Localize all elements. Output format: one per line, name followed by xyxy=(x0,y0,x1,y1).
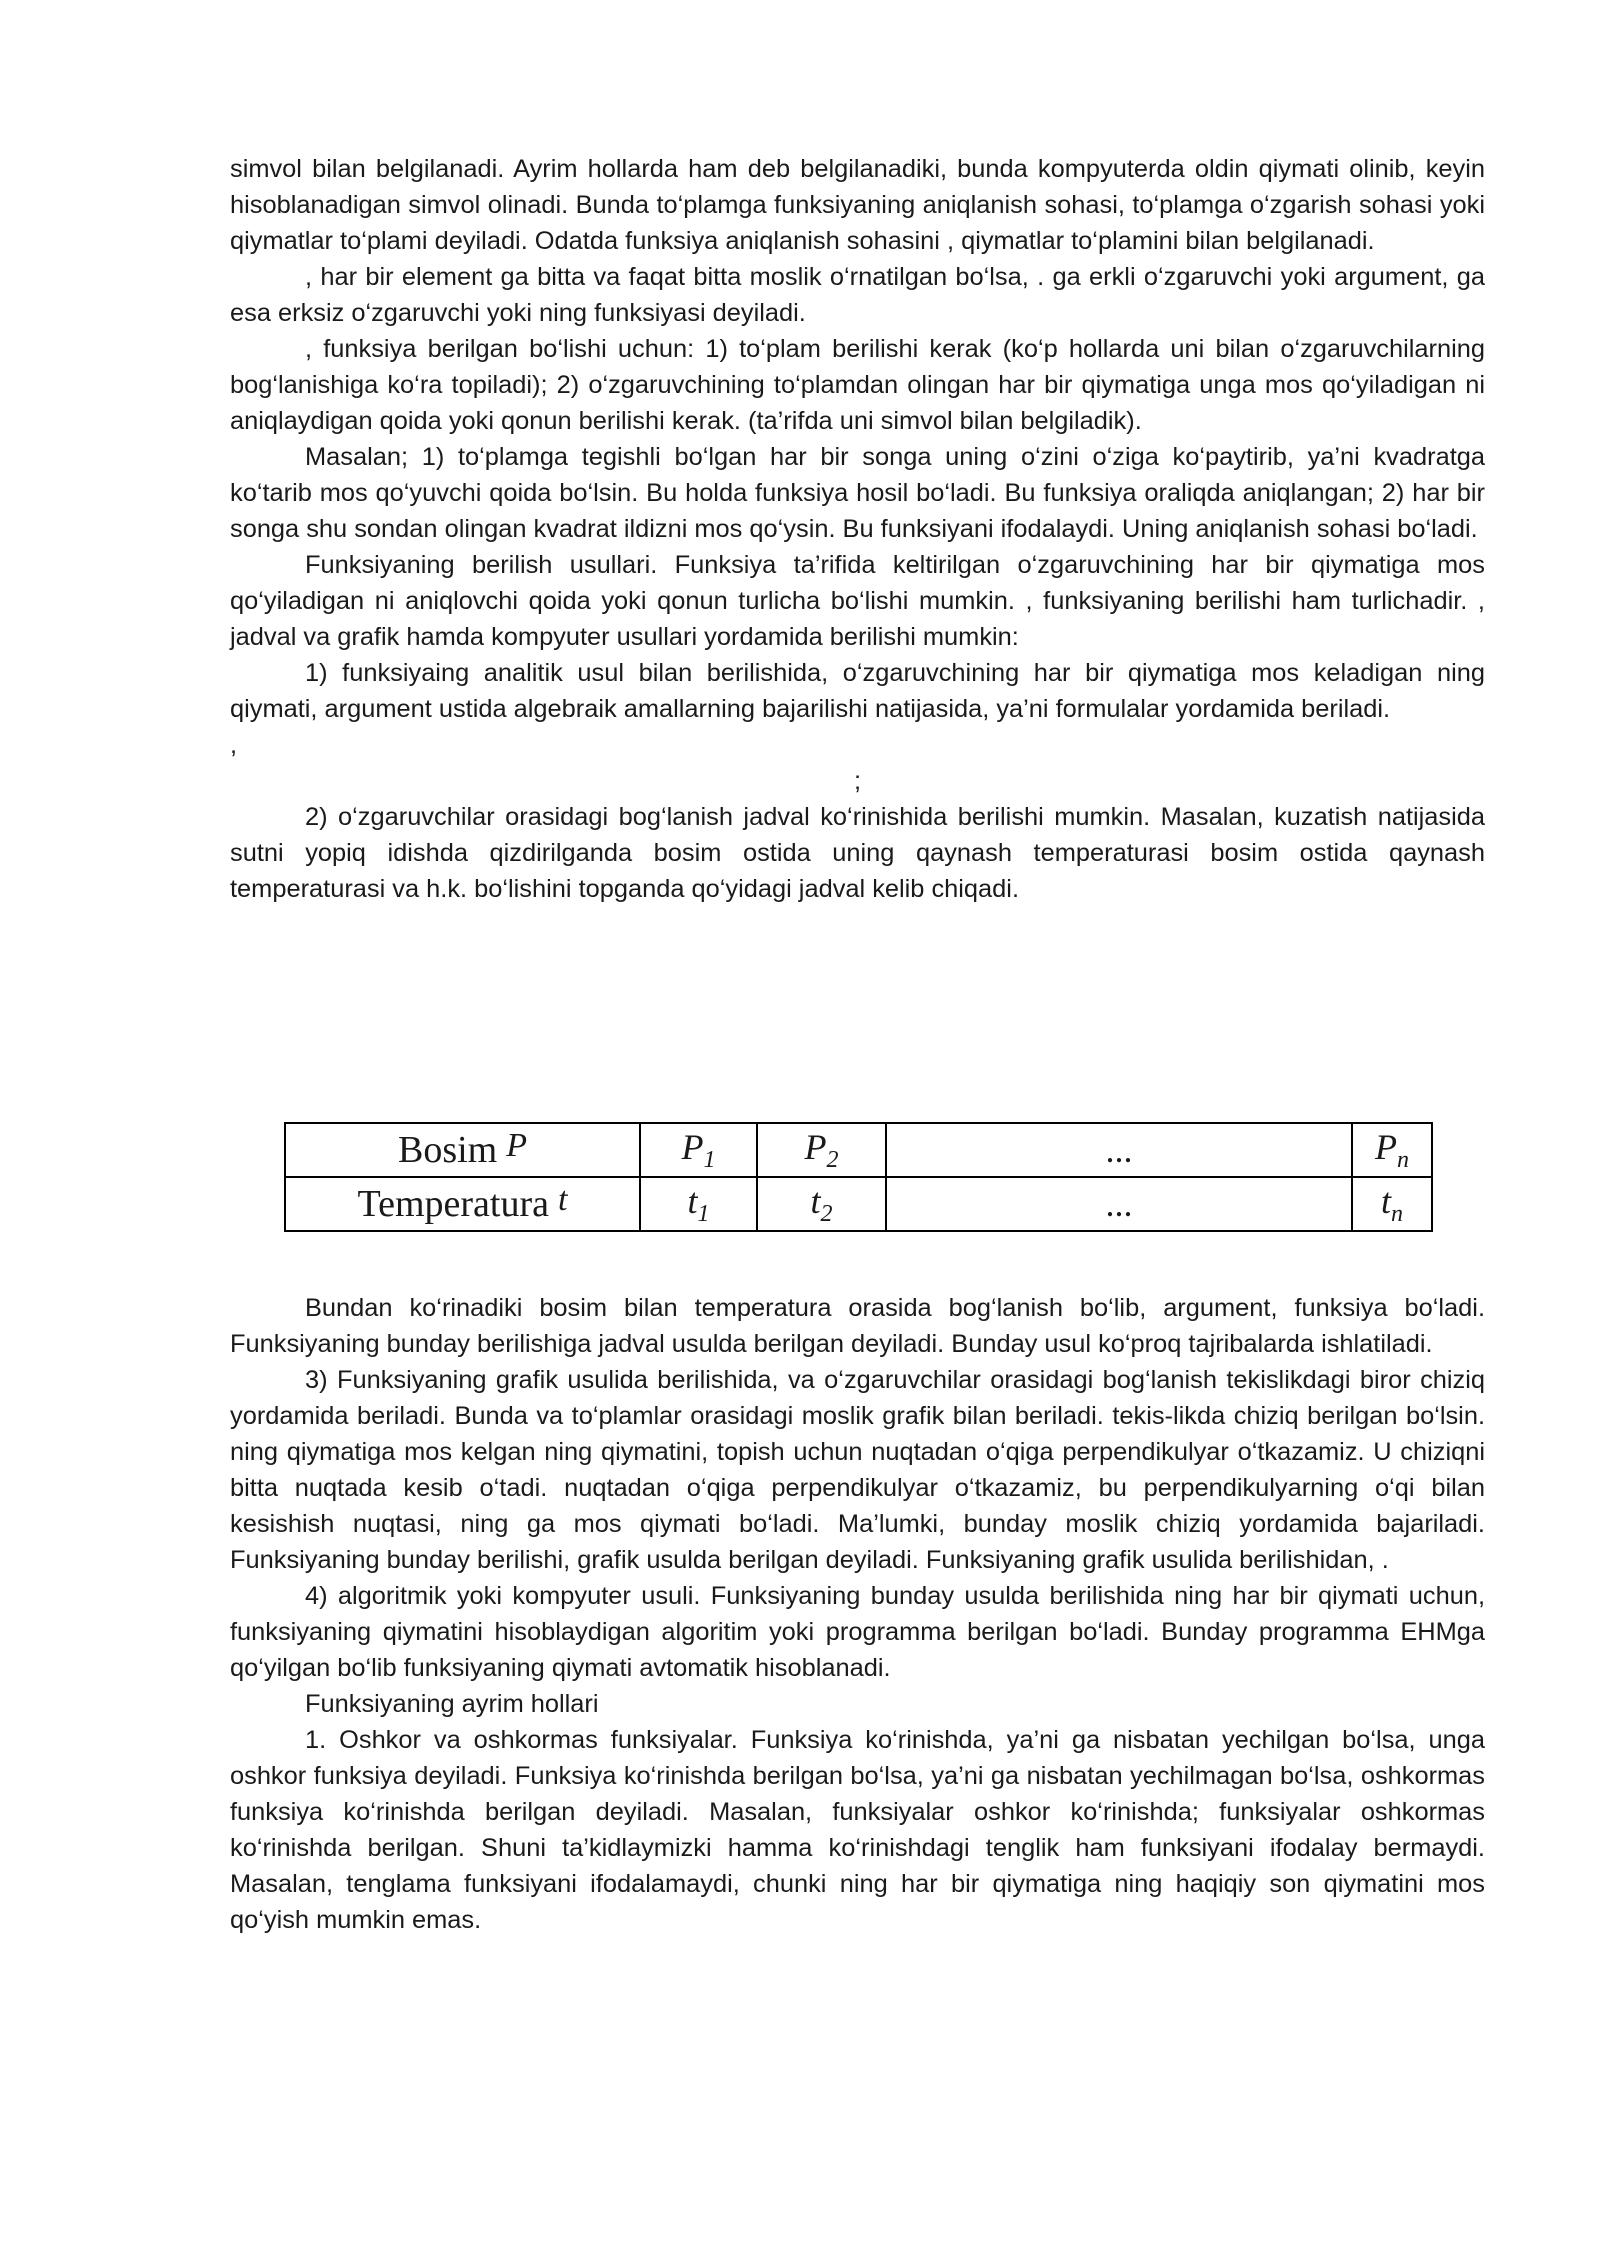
paragraph: , funksiya berilgan bo‘lishi uchun: 1) to‘plam berilishi kerak (ko‘p hollarda uni bilan o‘zgaruvchilarning bog‘lanishiga ko‘ra topiladi); 2) o‘zgaruvchining to‘plamdan olingan har bir qiymatiga unga mos qo‘yiladigan ni aniqlaydigan qoida yoki qonun berilishi kerak. (ta’rifda uni simvol bilan belgiladik). xyxy=(230,335,1485,435)
paragraph: 2) o‘zgaruvchilar orasidagi bog‘lanish jadval ko‘rinishida berilishi mumkin. Masalan, kuzatish natijasida sutni yopiq idishda qizdirilganda bosim ostida uning qaynash temperaturasi bosim ostida qaynash temperaturasi va h.k. bo‘lishini topganda qo‘yidagi jadval kelib chiqadi. xyxy=(230,803,1485,903)
section-heading: Funksiyaning ayrim hollari xyxy=(305,1690,599,1718)
table-row-temperature xyxy=(285,1177,1432,1231)
row-label-cell xyxy=(285,1123,640,1177)
row-variable: t xyxy=(558,1181,568,1218)
table-cell: $t_n$ xyxy=(1352,1177,1432,1231)
formula-comma-line: , xyxy=(230,731,238,759)
text-block-bottom xyxy=(230,1290,1485,1938)
paragraph: , har bir element ga bitta va faqat bitta moslik o‘rnatilgan bo‘lsa, . ga erkli o‘zgaruvchi yoki argument, ga esa erksiz o‘zgaruvchi yoki ning funksiyasi deyiladi. xyxy=(230,263,1485,327)
row-label: Bosim xyxy=(397,1129,498,1171)
row-label: Temperatura xyxy=(357,1183,549,1225)
paragraph: 1) funksiyaing analitik usul bilan berilishida, o‘zgaruvchining har bir qiymatiga mos keladigan ning qiymati, argument ustida algebraik amallarning bajarilishi natijasida, ya’ni formulalar yordamida beriladi. xyxy=(230,659,1485,723)
table-cell-ellipsis: ... xyxy=(886,1123,1352,1177)
row-variable: P xyxy=(506,1127,528,1164)
paragraph: Funksiyaning berilish usullari. Funksiya ta’rifida keltirilgan o‘zgaruvchining har bir qiymatiga mos qo‘yiladigan ni aniqlovchi qoida yoki qonun turlicha bo‘lishi mumkin. , funksiyaning berilishi ham turlichadir. , jadval va grafik hamda kompyuter usullari yordamida berilishi mumkin: xyxy=(230,551,1485,651)
table-row-pressure xyxy=(285,1123,1432,1177)
paragraph: 4) algoritmik yoki kompyuter usuli. Funksiyaning bunday usulda berilishida ning har bir qiymati uchun, funksiyaning qiymatini hisoblaydigan algoritim yoki programma berilgan bo‘ladi. Bunday programma EHMga qo‘yilgan bo‘lib funksiyaning qiymati avtomatik hisoblanadi. xyxy=(230,1582,1485,1682)
paragraph: 3) Funksiyaning grafik usulida berilishida, va o‘zgaruvchilar orasidagi bog‘lanish tekislikdagi biror chiziq yordamida beriladi. Bunda va to‘plamlar orasidagi moslik grafik bilan beriladi. tekis-likda chiziq berilgan bo‘lsin. ning qiymatiga mos kelgan ning qiymatini, topish uchun nuqtadan o‘qiga perpendikulyar o‘tkazamiz. U chiziqni bitta nuqtada kesib o‘tadi. nuqtadan o‘qiga perpendikulyar o‘tkazamiz, bu perpendikulyarning o‘qi bilan kesishish nuqtasi, ning ga mos qiymati bo‘ladi. Ma’lumki, bunday moslik chiziq yordamida bajariladi. Funksiyaning bunday berilishi, grafik usulda berilgan deyiladi. Funksiyaning grafik usulida berilishidan, . xyxy=(230,1366,1485,1574)
table-cell: $P_n$ xyxy=(1352,1123,1432,1177)
paragraph: simvol bilan belgilanadi. Ayrim hollarda ham deb belgilanadiki, bunda kompyuterda oldin qiymati olinib, keyin hisoblanadigan simvol olinadi. Bunda to‘plamga funksiyaning aniqlanish sohasi, to‘plamga o‘zgarish sohasi yoki qiymatlar to‘plami deyiladi. Odatda funksiya aniqlanish sohasini , qiymatlar to‘plamini bilan belgilanadi. xyxy=(230,155,1485,255)
table-cell: $t_1$ xyxy=(640,1177,757,1231)
table-cell: $P_1$ xyxy=(640,1123,757,1177)
table-cell: $t_2$ xyxy=(757,1177,886,1231)
formula-semicolon-line: ; xyxy=(853,767,862,795)
paragraph: Bundan ko‘rinadiki bosim bilan temperatura orasida bog‘lanish bo‘lib, argument, funksiya bo‘ladi. Funksiyaning bunday berilishiga jadval usulda berilgan deyiladi. Bunday usul ko‘proq tajribalarda ishlatiladi. xyxy=(230,1294,1485,1358)
paragraph: 1. Oshkor va oshkormas funksiyalar. Funksiya ko‘rinishda, ya’ni ga nisbatan yechilgan bo‘lsa, unga oshkor funksiya deyiladi. Funksiya ko‘rinishda berilgan bo‘lsa, ya’ni ga nisbatan yechilmagan bo‘lsa, oshkormas funksiya ko‘rinishda berilgan deyiladi. Masalan, funksiyalar oshkor ko‘rinishda; funksiyalar oshkormas ko‘rinishda berilgan. Shuni ta’kidlaymizki hamma ko‘rinishdagi tenglik ham funksiyani ifodalay bermaydi. Masalan, tenglama funksiyani ifodalamaydi, chunki ning har bir qiymatiga ning haqiqiy son qiymatini mos qo‘yish mumkin emas. xyxy=(230,1726,1485,1934)
table-cell-ellipsis: ... xyxy=(886,1177,1352,1231)
pressure-temperature-table xyxy=(284,1122,1431,1232)
row-label-cell xyxy=(285,1177,640,1231)
paragraph: Masalan; 1) to‘plamga tegishli bo‘lgan har bir songa uning o‘zini o‘ziga ko‘paytirib, ya’ni kvadratga ko‘tarib mos qo‘yuvchi qoida bo‘lsin. Bu holda funksiya hosil bo‘ladi. Bu funksiya oraliqda aniqlangan; 2) har bir songa shu sondan olingan kvadrat ildizni mos qo‘ysin. Bu funksiyani ifodalaydi. Uning aniqlanish sohasi bo‘ladi. xyxy=(230,443,1485,543)
text-block-top xyxy=(230,151,1485,907)
table-cell: $P_2$ xyxy=(757,1123,886,1177)
